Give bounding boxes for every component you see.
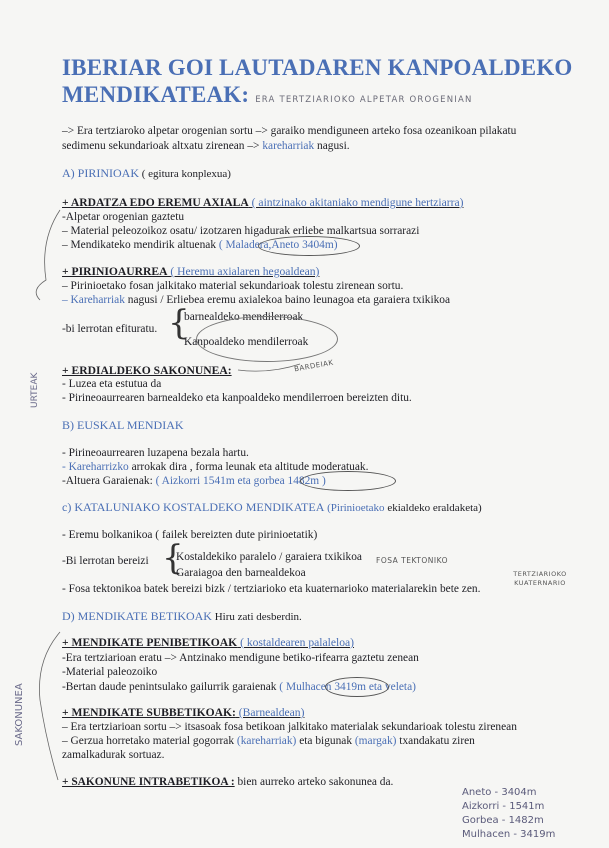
section-a-title: A) PIRINIOAK — [62, 166, 139, 180]
pen-mark-1 — [36, 210, 60, 300]
sakonune-text: bien aurreko arteko sakonunea da. — [234, 776, 394, 788]
subbetikoak-item-2-end: txandakatu ziren — [396, 735, 475, 747]
penibetikoa-item-2: -Material paleozoiko — [62, 666, 158, 678]
section-c-brace-item-2: Garaiagoa den barnealdekoa — [176, 567, 306, 579]
subbetikoak-item-2-text: – Gerzua horretako material gogorrak — [62, 735, 237, 747]
pirinioaurrea-note: ( Heremu axialaren hegoaldean) — [167, 265, 320, 278]
ardatza-item-3-text: – Mendikateko mendirik altuenak — [62, 239, 217, 251]
section-a-note: ( egitura konplexua) — [139, 168, 231, 180]
section-c-title: c) KATALUNIAKO KOSTALDEKO MENDIKATEA — [62, 500, 325, 514]
intro-line-1: –> Era tertziaroko alpetar orogenian sortu –> garaiko mendiguneen arteko fosa ozeanikoan pilakatu — [62, 125, 517, 137]
section-c-note-end: ekialdeko eraldaketa) — [384, 502, 482, 514]
section-d-note: Hiru zati desberdin. — [211, 611, 302, 623]
title-line-1: IBERIAR GOI LAUTADAREN KANPOALDEKO — [62, 55, 573, 80]
penibetikoa-title — [62, 636, 354, 649]
subbetikoak-title — [62, 706, 304, 719]
margin-note-sakonunea: SAKONUNEA — [14, 683, 25, 746]
subbetikoak-item-2-mid: eta bigunak — [296, 735, 355, 747]
corner-notes — [462, 786, 555, 842]
margin-note-urteak: URTEAK — [30, 372, 40, 408]
handwritten-title-note: ERA TERTZIARIOKO ALPETAR OROGENIAN — [255, 95, 473, 105]
pen-mark-3 — [238, 364, 300, 371]
section-b-item-3 — [62, 474, 326, 488]
title-line-2-text: MENDIKATEAK: — [62, 82, 250, 107]
section-b-item-1: - Pirineoaurrearen luzapena bezala hartu. — [62, 447, 249, 459]
pen-mark-2 — [39, 632, 60, 780]
penibetikoa-item-3-text: -Bertan daude penintsulako gailurrik garaienak — [62, 681, 277, 693]
section-d-title: D) MENDIKATE BETIKOAK — [62, 609, 212, 623]
ardatza-note: ( aintzinako akitaniako mendigune hertziarra) — [248, 196, 464, 209]
pirinioaurrea-title — [62, 265, 319, 278]
subbetikoak-item-2 — [62, 734, 475, 748]
section-a-heading — [62, 166, 231, 181]
tertziarioko-note: TERTZIARIOKO KUATERNARIO — [513, 570, 567, 587]
bardeiak-note: BARDEIAK — [293, 358, 335, 374]
section-c-item-1: - Eremu bolkanikoa ( failek bereizten dute pirinioetatik) — [62, 529, 318, 541]
penibetikoa-item-3-note: ( Mulhacen 3419m eta veleta) — [276, 681, 416, 693]
section-b-kareharrizko: - Kareharrizko — [62, 461, 129, 473]
corner-note-4: Mulhacen - 3419m — [462, 829, 556, 840]
title-line-2 — [62, 81, 582, 114]
subbetikoak-kareharriak: (kareharriak) — [236, 735, 297, 747]
subbetikoak-item-1: – Era tertziarioan sortu –> itsasoak fosa betikoan jalkitako materialak sekundarioak tolestu zirenean — [62, 721, 517, 733]
section-c-item-last: - Fosa tektonikoa batek bereizi bizk / tertziarioko eta kuaternarioko materialarekin bete zen. — [62, 583, 481, 595]
sakonune-title: + SAKONUNE INTRABETIKOA : — [62, 776, 235, 788]
section-b-heading: B) EUSKAL MENDIAK — [62, 418, 184, 432]
erdialdeko-item-2: - Pirineoaurrearen barnealdeko eta kanpoaldeko mendilerroen bereizten ditu. — [62, 392, 412, 404]
fosa-tektoniko-note: FOSA TEKTONIKO — [376, 556, 449, 565]
ardatza-title — [62, 196, 463, 209]
section-b-item-3-note: ( Aizkorri 1541m eta gorbea 1482m ) — [152, 475, 326, 487]
subbetikoak-note: (Barnealdean) — [235, 706, 305, 719]
pirinioaurrea-brace-item-1: barnealdeko mendilerroak — [184, 311, 304, 323]
sakonune-line — [62, 775, 393, 789]
erdialdeko-item-1: - Luzea eta estutua da — [62, 378, 162, 390]
pirinioaurrea-brace-label: -bi lerrotan efituratu. — [62, 323, 158, 335]
erdialdeko-title: + ERDIALDEKO SAKONUNEA: — [62, 364, 232, 377]
section-c-brace-item-1: Kostaldekiko paralelo / garaiera txikikoa — [176, 551, 362, 563]
subbetikoak-margak: (margak) — [354, 735, 397, 747]
circle-aneto — [258, 236, 360, 256]
penibetikoa-item-1: -Era tertziarioan eratu –> Antzinako mendigune betiko-rifearra gaztetu zenean — [62, 652, 419, 664]
section-d-heading — [62, 609, 302, 624]
section-c-brace-label: -Bi lerrotan bereizi — [62, 555, 149, 567]
brace-mark-c: { — [162, 538, 184, 578]
ardatza-item-3-note: ( Maladera,Aneto 3404m) — [216, 239, 338, 251]
intro-text-end: nagusi. — [314, 140, 350, 152]
intro-kareharriak: kareharriak — [262, 140, 315, 152]
corner-note-2: Aizkorri - 1541m — [462, 801, 545, 812]
corner-note-1: Aneto - 3404m — [462, 787, 537, 798]
circle-mendilerroak — [196, 316, 338, 362]
pirinioaurrea-kareharriak: – Kareharriak — [62, 294, 125, 306]
pirinioaurrea-item-2 — [62, 293, 450, 307]
brace-mark: { — [168, 303, 190, 343]
subbetikoak-item-3-text: zamalkadurak sortuaz. — [62, 749, 165, 761]
pirinioaurrea-item-1: – Pirinioetako fosan jalkitako material sekundarioak tolestu zirenean sortu. — [62, 280, 404, 292]
penibetikoa-note: ( kostaldearen palaleloa) — [237, 636, 355, 649]
page-title — [62, 54, 582, 114]
section-c-note: (Pirinioetako — [324, 502, 385, 514]
circle-gorbea — [300, 471, 396, 491]
ardatza-item-2: – Material peleozoikoz osatu/ izotzaren higadurak erliebe malkartsua sorrarazi — [62, 225, 420, 237]
intro-text: sedimenu sekundarioak altxatu zirenean –> — [62, 140, 263, 152]
subbetikoak-title-text: + MENDIKATE SUBBETIKOAK: — [62, 706, 236, 719]
circle-mulhacen — [325, 677, 389, 697]
penibetikoa-title-text: + MENDIKATE PENIBETIKOAK — [62, 636, 238, 649]
pirinioaurrea-brace-item-2: Kanpoaldeko mendilerroak — [184, 336, 309, 348]
ardatza-title-text: + ARDATZA EDO EREMU AXIALA — [62, 196, 249, 209]
ardatza-item-1: -Alpetar orogenian gaztetu — [62, 211, 185, 223]
pirinioaurrea-item-2-text: nagusi / Erliebea eremu axialekoa baino leunagoa eta garaiera txikikoa — [124, 294, 451, 306]
section-b-item-2-text: arrokak dira , forma leunak eta altitude moderatuak. — [128, 461, 369, 473]
corner-note-3: Gorbea - 1482m — [462, 815, 544, 826]
intro-line-2 — [62, 139, 350, 153]
pirinioaurrea-title-text: + PIRINIOAURREA — [62, 265, 168, 278]
section-b-item-3-text: -Altuera Garaienak: — [62, 475, 153, 487]
section-c-heading — [62, 500, 482, 515]
